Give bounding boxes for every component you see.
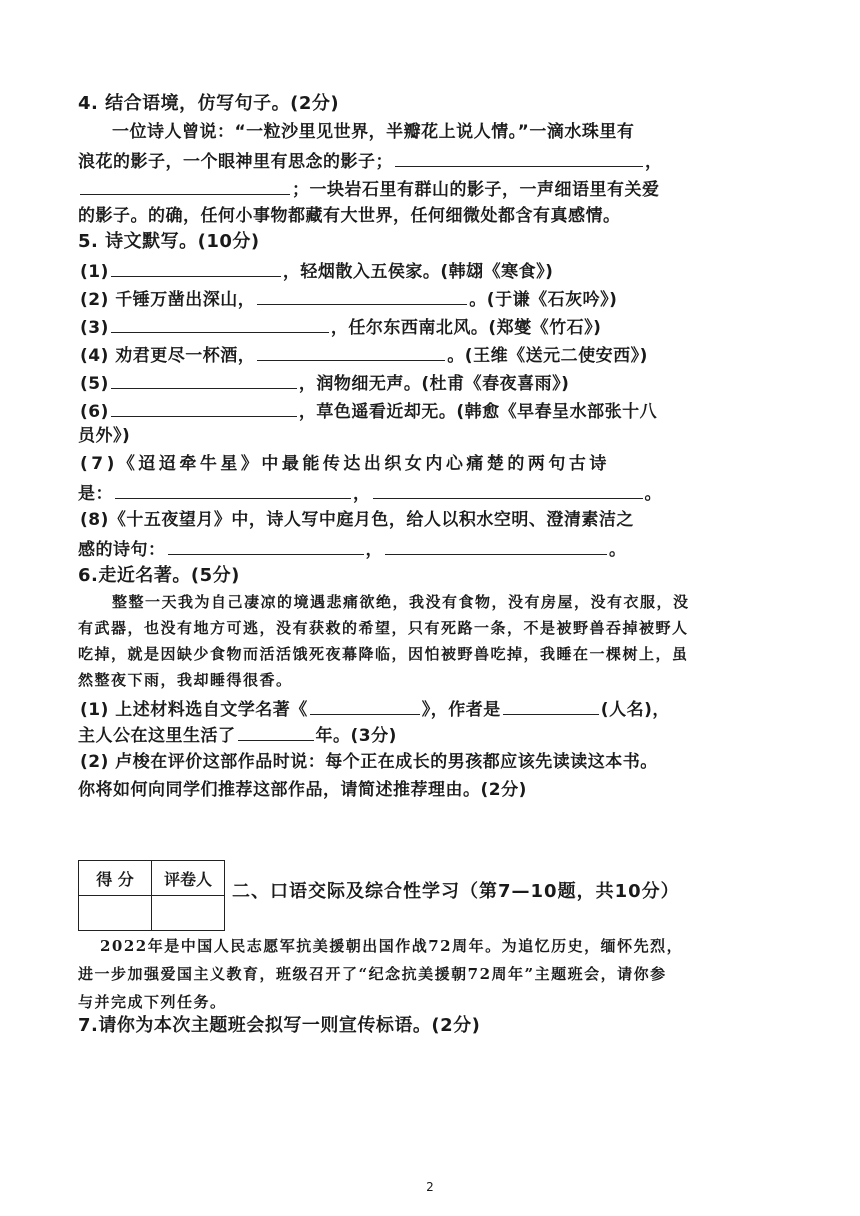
q6-passage-line-1: 整整一天我为自己凄凉的境遇悲痛欲绝，我没有食物，没有房屋，没有衣服，没 [112, 593, 690, 611]
q5-blank-8b[interactable] [385, 536, 607, 555]
q4-line3-text: ；一块岩石里有群山的影子，一声细语里有关爱 [292, 180, 660, 200]
q5-item-3-post: ，任尔东西南北风。(郑燮《竹石》) [330, 318, 602, 338]
grader-header: 评卷人 [152, 861, 225, 896]
q5-blank-2[interactable] [257, 286, 467, 305]
q5-blank-4[interactable] [257, 342, 445, 361]
q6-sub2-line2: 你将如何向同学们推荐这部作品，请简述推荐理由。(2分) [78, 780, 527, 800]
q6-passage-line-3: 吃掉，就是因缺少食物而活活饿死夜幕降临，因怕被野兽吃掉，我睡在一棵树上，虽 [78, 645, 689, 663]
q5-title: 5. 诗文默写。(10分) [78, 231, 260, 252]
score-header: 得 分 [79, 861, 152, 896]
q5-item-1-post: ，轻烟散入五侯家。(韩翃《寒食》) [282, 262, 554, 282]
q7-title: 7.请你为本次主题班会拟写一则宣传标语。(2分) [78, 1015, 481, 1036]
q5-item-3 [80, 314, 601, 340]
q5-item-1-pre: (1) [80, 262, 109, 282]
q5-blank-7b[interactable] [373, 480, 643, 499]
q5-item-5 [80, 370, 569, 396]
q5-blank-3[interactable] [111, 314, 329, 333]
q5-blank-5[interactable] [111, 370, 297, 389]
q6-sub1-line2 [78, 722, 397, 748]
q6-passage-line-2: 有武器，也没有地方可逃，没有获救的希望，只有死路一条，不是被野兽吞掉被野人 [78, 619, 689, 637]
q6-sub1-line1 [80, 696, 670, 722]
q5-item-1 [80, 258, 553, 284]
section-2-intro-line-1: 2022年是中国人民志愿军抗美援朝出国作战72周年。为追忆历史，缅怀先烈， [100, 937, 684, 955]
q5-item-6-post: ，草色遥看近却无。(韩愈《早春呈水部张十八 [298, 402, 658, 422]
q5-item-7-pre: 是： [78, 484, 113, 504]
q5-item-6-cont: 员外》) [78, 426, 131, 446]
grader-cell[interactable] [152, 896, 225, 931]
q5-item-7-post: 。 [644, 484, 662, 504]
q4-line3 [78, 176, 660, 202]
q5-item-7-line1: (7)《迢迢牵牛星》中最能传达出织女内心痛楚的两句古诗 [80, 454, 610, 474]
q5-item-7-line2 [78, 480, 662, 506]
q5-item-6-pre: (6) [80, 402, 109, 422]
q4-blank-1[interactable] [395, 148, 643, 167]
q6-sub1-mid: 》，作者是 [421, 700, 501, 720]
q5-item-4-post: 。(王维《送元二使安西》) [447, 346, 648, 366]
q6-sub1-post: (人名)， [600, 700, 670, 720]
q6-sub1-years-pre: 主人公在这里生活了 [78, 726, 236, 746]
q4-line4: 的影子。的确，任何小事物都藏有大世界，任何细微处都含有真感情。 [78, 206, 621, 226]
section-2-title: 二、口语交际及综合性学习（第7—10题，共10分） [232, 881, 680, 902]
q5-item-7-mid: ， [353, 484, 371, 504]
q6-blank-years[interactable] [238, 722, 314, 741]
q4-blank-2[interactable] [80, 176, 290, 195]
q5-blank-7a[interactable] [115, 480, 351, 499]
q4-line2-text: 浪花的影子，一个眼神里有思念的影子； [78, 152, 393, 172]
q5-item-6 [80, 398, 657, 424]
q5-item-5-post: ，润物细无声。(杜甫《春夜喜雨》) [298, 374, 570, 394]
q5-blank-8a[interactable] [168, 536, 364, 555]
section-2-intro-line-3: 与并完成下列任务。 [78, 993, 227, 1011]
q6-sub2-line1: (2) 卢梭在评价这部作品时说：每个正在成长的男孩都应该先读读这本书。 [80, 752, 658, 772]
q5-item-8-line1: (8)《十五夜望月》中，诗人写中庭月色，给人以积水空明、澄清素洁之 [80, 510, 634, 530]
q5-item-5-pre: (5) [80, 374, 109, 394]
q5-blank-1[interactable] [111, 258, 281, 277]
q5-item-8-pre: 感的诗句： [78, 540, 166, 560]
score-cell[interactable] [79, 896, 152, 931]
q5-item-2-post: 。(于谦《石灰吟》) [469, 290, 618, 310]
q5-item-2 [80, 286, 617, 312]
page-number: 2 [426, 1180, 434, 1194]
q5-item-4 [80, 342, 648, 368]
q4-title: 4. 结合语境，仿写句子。(2分) [78, 93, 340, 114]
q6-blank-book[interactable] [310, 696, 420, 715]
q4-line1: 一位诗人曾说：“一粒沙里见世界，半瓣花上说人情。”一滴水珠里有 [112, 122, 635, 142]
q5-item-3-pre: (3) [80, 318, 109, 338]
q5-item-8-post: 。 [609, 540, 627, 560]
q6-passage-line-4: 然整夜下雨，我却睡得很香。 [78, 671, 293, 689]
q5-blank-6[interactable] [111, 398, 297, 417]
q6-sub1-years-post: 年。(3分) [315, 726, 397, 746]
q5-item-4-pre: (4) 劝君更尽一杯酒， [80, 346, 256, 366]
score-table [78, 860, 225, 931]
q5-item-8-mid: ， [365, 540, 383, 560]
q4-line2-comma: ， [645, 152, 663, 172]
q5-item-8-line2 [78, 536, 627, 562]
q6-title: 6.走近名著。(5分) [78, 565, 240, 586]
section-2-intro-line-2: 进一步加强爱国主义教育，班级召开了“纪念抗美援朝72周年”主题班会，请你参 [78, 965, 667, 983]
q6-blank-author[interactable] [503, 696, 599, 715]
q6-sub1-pre: (1) 上述材料选自文学名著《 [80, 700, 308, 720]
q4-line2 [78, 148, 663, 174]
q5-item-2-pre: (2) 千锤万凿出深山， [80, 290, 256, 310]
